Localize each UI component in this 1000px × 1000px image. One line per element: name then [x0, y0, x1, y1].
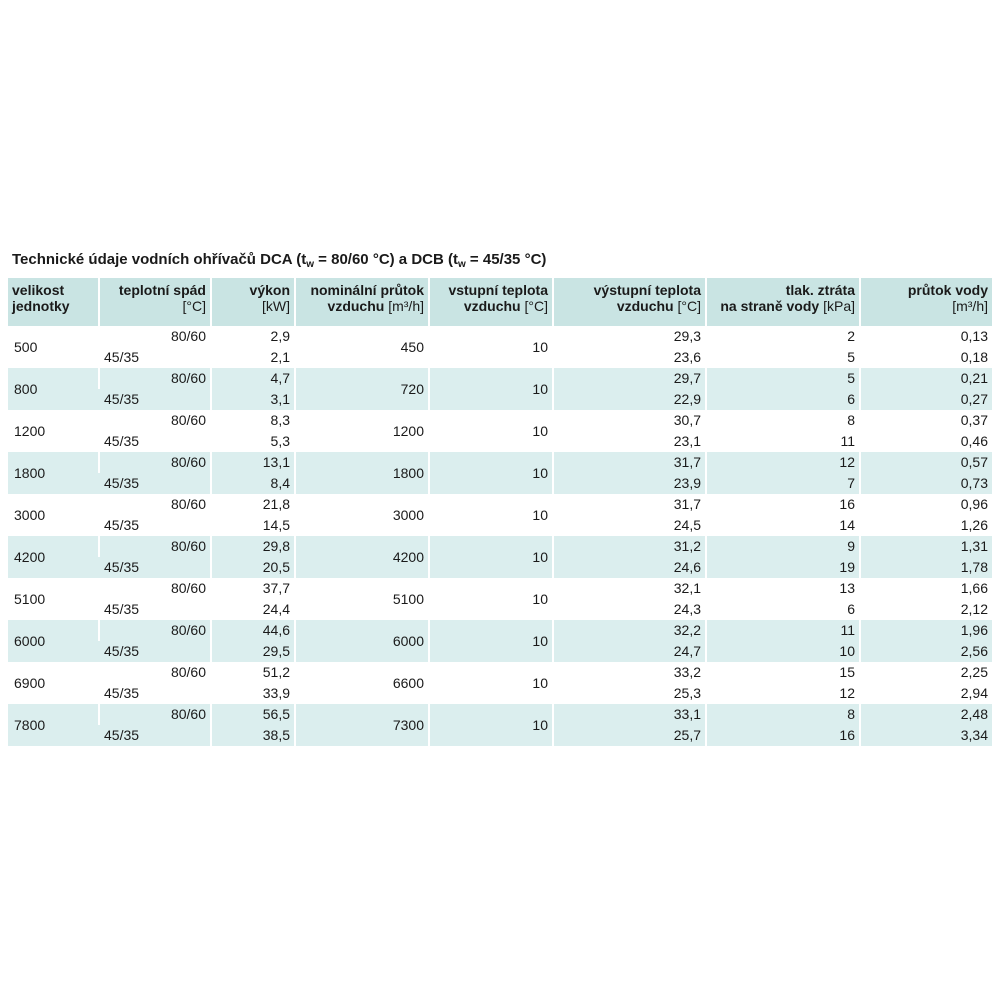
cell-pressure-loss: 6 — [705, 389, 859, 410]
cell-pressure-loss: 5 — [705, 368, 859, 389]
table-row — [8, 704, 992, 725]
cell-pressure-loss: 16 — [705, 725, 859, 746]
cell-power: 56,5 — [210, 704, 294, 725]
cell-water-flow: 0,73 — [859, 473, 992, 494]
cell-water-flow: 2,56 — [859, 641, 992, 662]
cell-water-flow: 0,18 — [859, 347, 992, 368]
table-row — [8, 620, 992, 641]
cell-water-flow: 0,27 — [859, 389, 992, 410]
cell-outlet-temp: 31,7 — [552, 452, 705, 473]
header-size: velikost jednotky — [8, 278, 98, 326]
cell-inlet-temp: 10 — [428, 410, 552, 452]
cell-pressure-loss: 8 — [705, 410, 859, 431]
cell-power: 21,8 — [210, 494, 294, 515]
cell-water-flow: 3,34 — [859, 725, 992, 746]
cell-pressure-loss: 14 — [705, 515, 859, 536]
cell-pressure-loss: 19 — [705, 557, 859, 578]
cell-temp-gradient: 45/35 — [104, 685, 140, 701]
cell-power: 4,7 — [210, 368, 294, 389]
cell-outlet-temp: 24,3 — [552, 599, 705, 620]
cell-temp-gradient: 45/35 — [98, 389, 210, 410]
cell-water-flow: 1,26 — [859, 515, 992, 536]
cell-air-flow: 6000 — [294, 620, 428, 662]
cell-water-flow: 1,31 — [859, 536, 992, 557]
cell-temp-gradient: 45/35 — [104, 433, 140, 449]
cell-temp-gradient: 80/60 — [98, 578, 210, 599]
table-row — [8, 452, 992, 473]
cell-air-flow: 720 — [294, 368, 428, 410]
cell-water-flow: 2,94 — [859, 683, 992, 704]
cell-temp-gradient: 80/60 — [98, 662, 210, 683]
cell-power: 51,2 — [210, 662, 294, 683]
cell-temp-gradient: 45/35 — [98, 557, 210, 578]
cell-pressure-loss: 9 — [705, 536, 859, 557]
cell-pressure-loss: 13 — [705, 578, 859, 599]
cell-water-flow: 2,48 — [859, 704, 992, 725]
header-inlet-temp: vstupní teplota vzduchu [°C] — [428, 278, 552, 326]
cell-power: 3,1 — [210, 389, 294, 410]
cell-power: 14,5 — [210, 515, 294, 536]
cell-temp-gradient: 80/60 — [98, 494, 210, 515]
table-row — [8, 326, 992, 347]
cell-inlet-temp: 10 — [428, 620, 552, 662]
cell-air-flow: 6600 — [294, 662, 428, 704]
cell-water-flow: 0,21 — [859, 368, 992, 389]
cell-outlet-temp: 23,9 — [552, 473, 705, 494]
cell-inlet-temp: 10 — [428, 704, 552, 746]
cell-temp-gradient: 45/35 — [104, 601, 140, 617]
cell-power: 8,4 — [210, 473, 294, 494]
cell-power: 37,7 — [210, 578, 294, 599]
cell-inlet-temp: 10 — [428, 662, 552, 704]
header-temp-gradient: teplotní spád [°C] — [98, 278, 210, 326]
cell-pressure-loss: 10 — [705, 641, 859, 662]
cell-power: 38,5 — [210, 725, 294, 746]
cell-pressure-loss: 8 — [705, 704, 859, 725]
cell-water-flow: 2,25 — [859, 662, 992, 683]
cell-power: 5,3 — [210, 431, 294, 452]
cell-temp-gradient: 80/60 — [98, 368, 210, 389]
cell-size: 7800 — [8, 704, 98, 746]
cell-pressure-loss: 15 — [705, 662, 859, 683]
cell-pressure-loss: 5 — [705, 347, 859, 368]
cell-pressure-loss: 12 — [705, 683, 859, 704]
cell-outlet-temp: 24,6 — [552, 557, 705, 578]
cell-temp-gradient: 80/60 — [98, 620, 210, 641]
cell-outlet-temp: 29,7 — [552, 368, 705, 389]
cell-power: 2,1 — [210, 347, 294, 368]
cell-pressure-loss: 16 — [705, 494, 859, 515]
cell-pressure-loss: 6 — [705, 599, 859, 620]
cell-temp-gradient: 45/35 — [98, 725, 210, 746]
cell-water-flow: 0,13 — [859, 326, 992, 347]
table-row — [8, 536, 992, 557]
table-body — [8, 326, 992, 746]
cell-power: 2,9 — [210, 326, 294, 347]
cell-water-flow: 1,78 — [859, 557, 992, 578]
cell-outlet-temp: 24,5 — [552, 515, 705, 536]
cell-air-flow: 5100 — [294, 578, 428, 620]
header-row — [8, 278, 992, 326]
cell-power: 44,6 — [210, 620, 294, 641]
cell-outlet-temp: 30,7 — [552, 410, 705, 431]
cell-air-flow: 450 — [294, 326, 428, 368]
cell-inlet-temp: 10 — [428, 578, 552, 620]
cell-pressure-loss: 11 — [705, 620, 859, 641]
cell-power: 29,8 — [210, 536, 294, 557]
cell-power: 20,5 — [210, 557, 294, 578]
cell-outlet-temp: 22,9 — [552, 389, 705, 410]
cell-size: 6000 — [8, 620, 98, 662]
cell-outlet-temp: 23,1 — [552, 431, 705, 452]
cell-water-flow: 0,46 — [859, 431, 992, 452]
cell-power: 24,4 — [210, 599, 294, 620]
cell-water-flow: 1,96 — [859, 620, 992, 641]
cell-air-flow: 3000 — [294, 494, 428, 536]
cell-size: 6900 — [14, 674, 46, 691]
cell-power: 29,5 — [210, 641, 294, 662]
cell-outlet-temp: 25,7 — [552, 725, 705, 746]
cell-pressure-loss: 2 — [705, 326, 859, 347]
header-outlet-temp: výstupní teplota vzduchu [°C] — [552, 278, 705, 326]
cell-outlet-temp: 33,1 — [552, 704, 705, 725]
cell-inlet-temp: 10 — [428, 494, 552, 536]
cell-power: 13,1 — [210, 452, 294, 473]
cell-air-flow: 4200 — [294, 536, 428, 578]
cell-temp-gradient: 45/35 — [104, 349, 140, 365]
cell-inlet-temp: 10 — [428, 326, 552, 368]
technical-data-table — [8, 278, 992, 746]
cell-outlet-temp: 31,7 — [552, 494, 705, 515]
cell-outlet-temp: 31,2 — [552, 536, 705, 557]
cell-size: 800 — [8, 368, 98, 410]
cell-temp-gradient: 80/60 — [98, 326, 210, 347]
cell-pressure-loss: 12 — [705, 452, 859, 473]
cell-temp-gradient: 80/60 — [98, 410, 210, 431]
header-air-flow: nominální průtok vzduchu [m³/h] — [294, 278, 428, 326]
cell-outlet-temp: 24,7 — [552, 641, 705, 662]
cell-air-flow: 1200 — [294, 410, 428, 452]
cell-size: 4200 — [8, 536, 98, 578]
cell-size: 3000 — [14, 506, 46, 523]
table-row — [8, 662, 992, 683]
cell-pressure-loss: 7 — [705, 473, 859, 494]
table-row — [8, 410, 992, 431]
cell-size: 5100 — [14, 590, 46, 607]
cell-inlet-temp: 10 — [428, 452, 552, 494]
cell-outlet-temp: 32,1 — [552, 578, 705, 599]
cell-temp-gradient: 45/35 — [98, 473, 210, 494]
cell-inlet-temp: 10 — [428, 368, 552, 410]
cell-size: 1200 — [14, 422, 46, 439]
cell-air-flow: 7300 — [294, 704, 428, 746]
table-title: Technické údaje vodních ohřívačů DCA ($t_w = 80/60$ °C) a DCB ($t_w = 45/35$ °C) — [12, 251, 547, 270]
cell-water-flow: 0,37 — [859, 410, 992, 431]
cell-water-flow: 0,57 — [859, 452, 992, 473]
table-row — [8, 494, 992, 515]
cell-outlet-temp: 33,2 — [552, 662, 705, 683]
header-water-flow: průtok vody [m³/h] — [859, 278, 992, 326]
cell-temp-gradient: 80/60 — [98, 536, 210, 557]
cell-water-flow: 0,96 — [859, 494, 992, 515]
cell-water-flow: 2,12 — [859, 599, 992, 620]
cell-inlet-temp: 10 — [428, 536, 552, 578]
cell-outlet-temp: 25,3 — [552, 683, 705, 704]
cell-outlet-temp: 23,6 — [552, 347, 705, 368]
cell-air-flow: 1800 — [294, 452, 428, 494]
cell-temp-gradient: 45/35 — [104, 517, 140, 533]
cell-size: 1800 — [8, 452, 98, 494]
cell-temp-gradient: 80/60 — [98, 704, 210, 725]
header-power: výkon [kW] — [210, 278, 294, 326]
table-row — [8, 578, 992, 599]
cell-size: 500 — [14, 338, 38, 355]
cell-outlet-temp: 32,2 — [552, 620, 705, 641]
cell-power: 8,3 — [210, 410, 294, 431]
header-pressure-loss: tlak. ztráta na straně vody [kPa] — [705, 278, 859, 326]
cell-pressure-loss: 11 — [705, 431, 859, 452]
table-row — [8, 368, 992, 389]
cell-water-flow: 1,66 — [859, 578, 992, 599]
cell-power: 33,9 — [210, 683, 294, 704]
cell-temp-gradient: 45/35 — [98, 641, 210, 662]
cell-temp-gradient: 80/60 — [98, 452, 210, 473]
cell-outlet-temp: 29,3 — [552, 326, 705, 347]
